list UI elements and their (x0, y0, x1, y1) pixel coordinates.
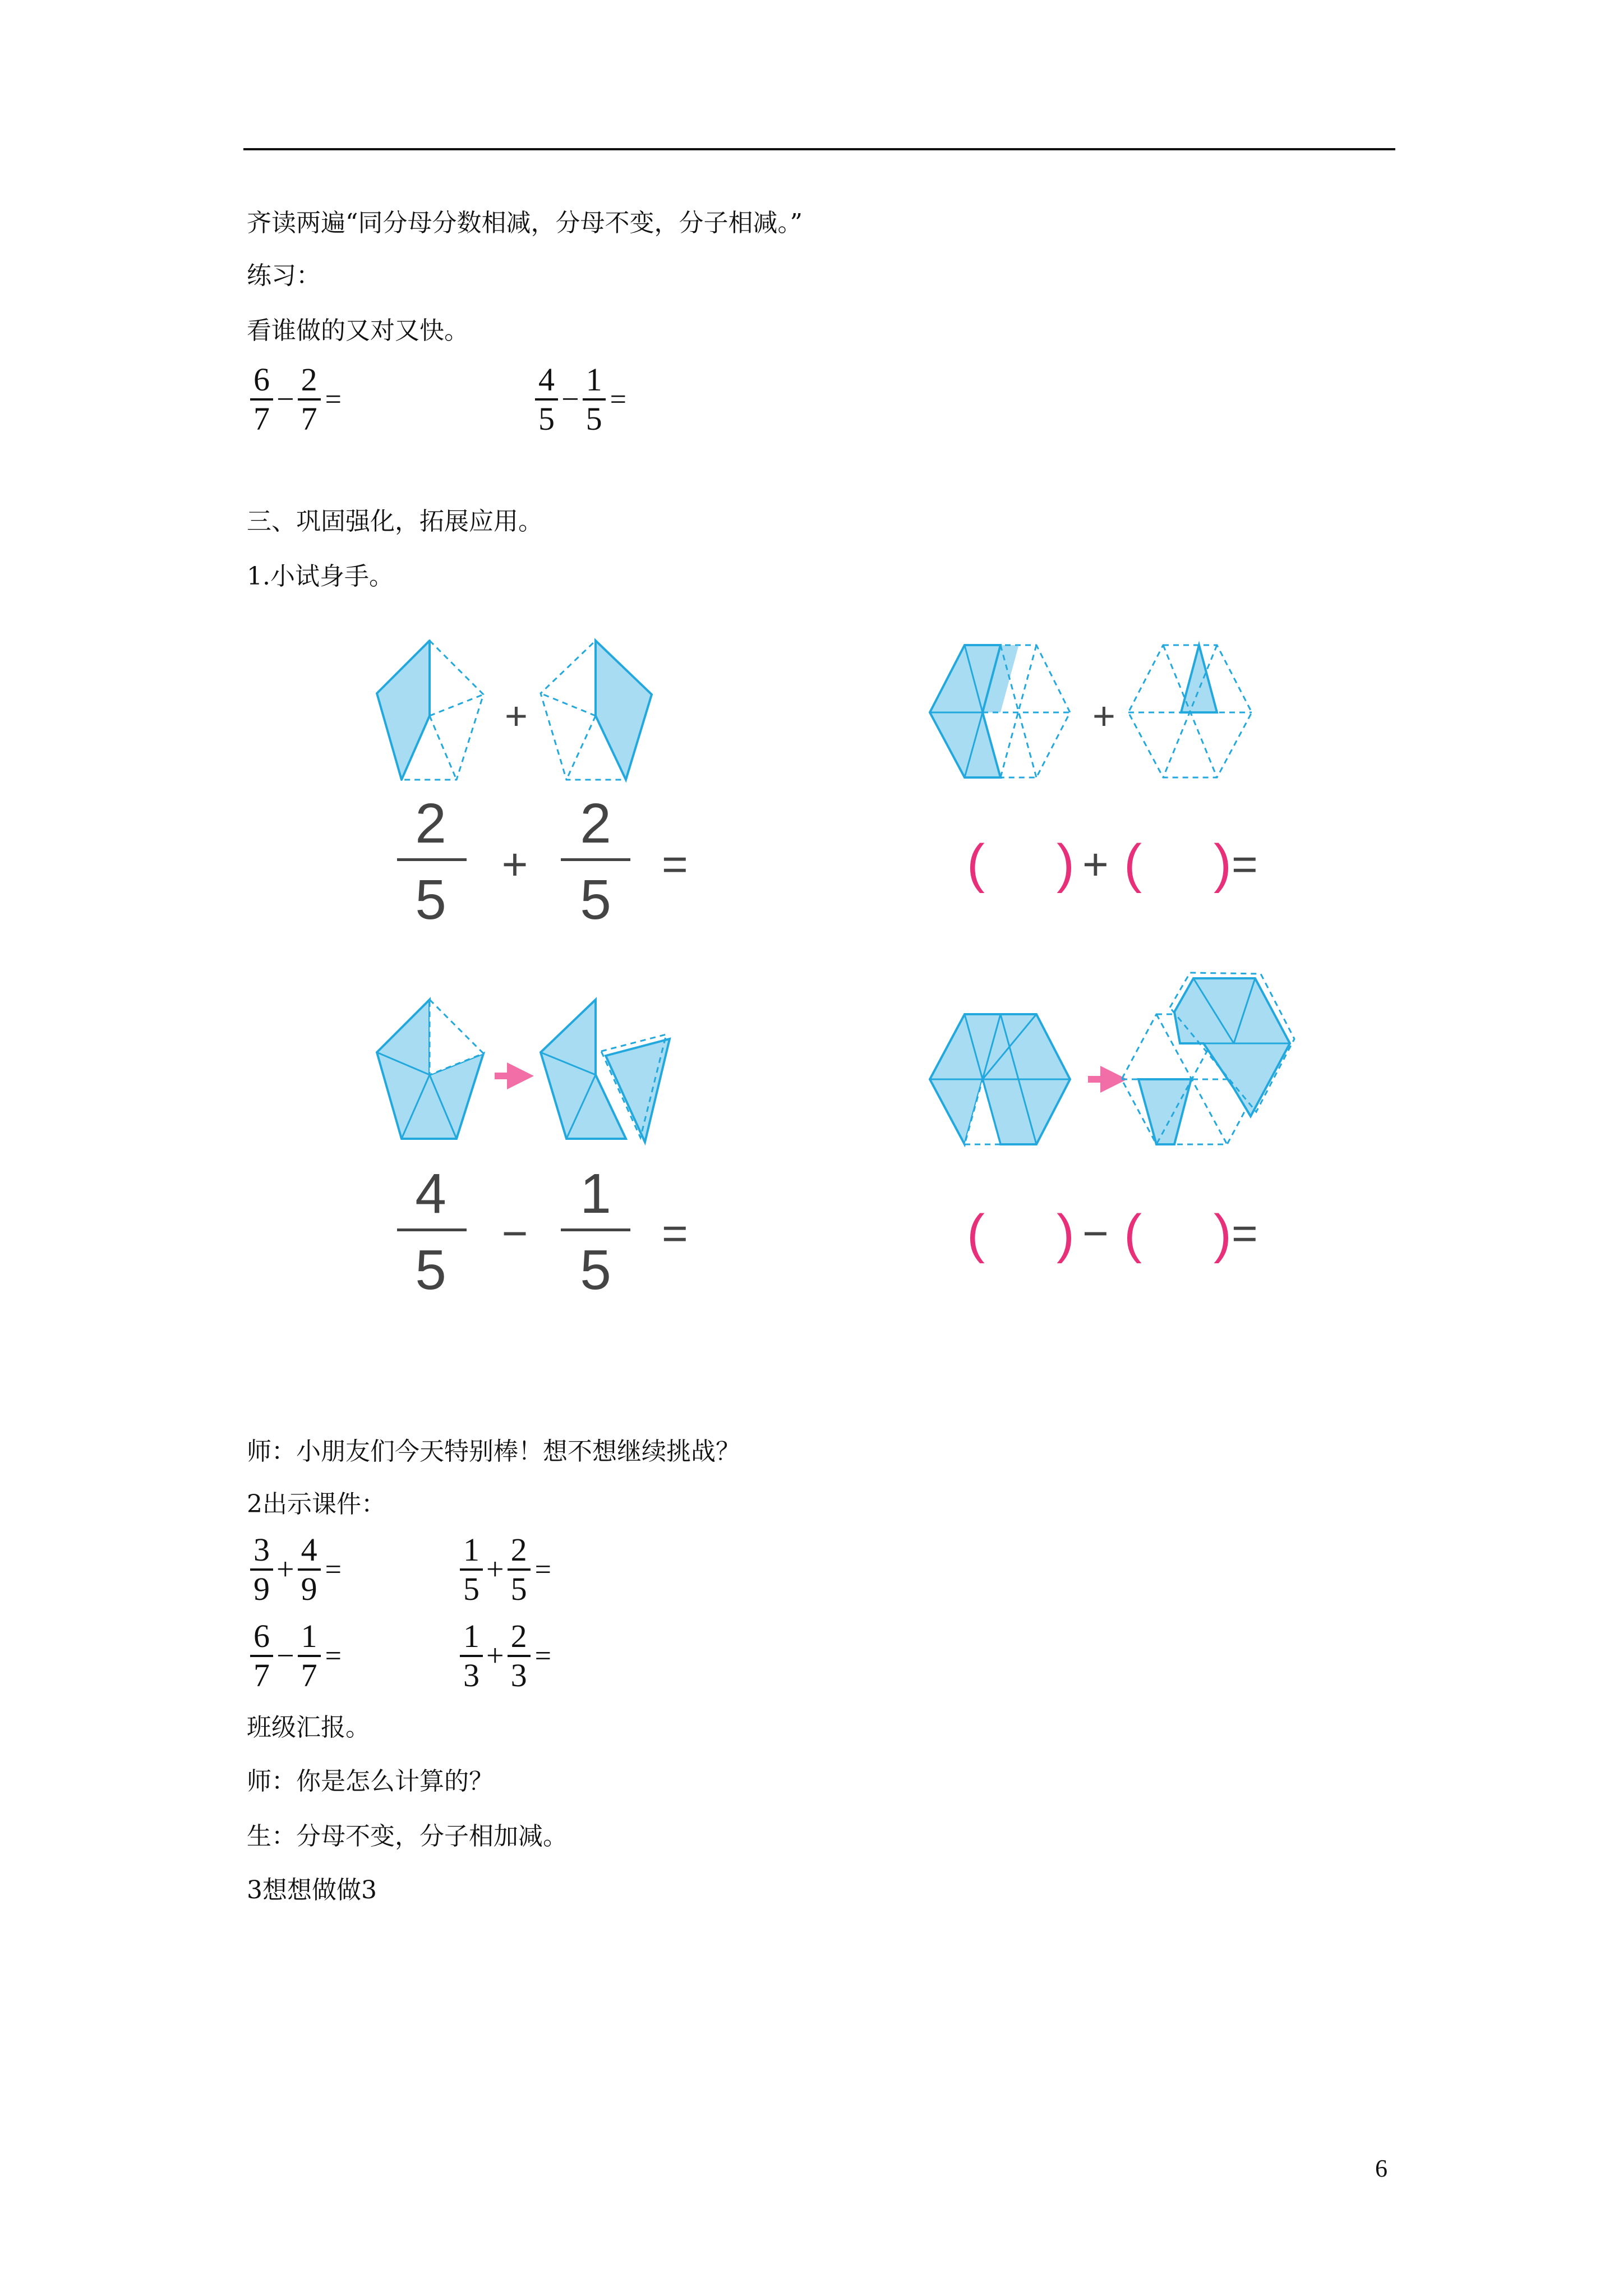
equation-top-left (397, 792, 688, 931)
fraction: $\frac{4}{5}$ (535, 361, 558, 438)
section-title: 三、巩固强化，拓展应用。 (247, 507, 543, 536)
text-item-3: 3想想做做3 (247, 1876, 377, 1904)
text-practice-label: 练习： (247, 261, 321, 290)
text-report: 班级汇报。 (247, 1713, 370, 1742)
left-paren: ( (967, 1204, 985, 1264)
student-line: 生：分母不变，分子相加减。 (247, 1822, 568, 1851)
plus-sign: + (505, 694, 528, 738)
fraction: $\frac{1}{3}$ (460, 1618, 483, 1694)
denominator: 5 (580, 868, 611, 931)
numerator: 2 (580, 792, 611, 855)
equation-bottom-right (967, 1204, 1258, 1264)
fraction: $\frac{1}{7}$ (298, 1618, 321, 1694)
fraction: $\frac{1}{5}$ (583, 361, 606, 438)
practice-expression-1: $\frac{6}{7}$ − $\frac{2}{7}$ = (250, 361, 342, 438)
left-paren: ( (967, 834, 985, 894)
pentagon-shape-right (541, 1000, 670, 1142)
hexagon-shape-right (1128, 645, 1252, 777)
operator: − (1082, 1208, 1109, 1258)
text-item-1: 1.小试身手。 (247, 562, 394, 591)
denominator: 5 (580, 1239, 611, 1301)
teacher-line-2: 师：你是怎么计算的？ (247, 1767, 494, 1796)
plus-sign: + (1092, 694, 1115, 738)
equals-sign: = (1232, 839, 1258, 889)
right-paren: ) (1214, 834, 1232, 894)
right-paren: ) (1057, 1204, 1075, 1264)
fraction: $\frac{1}{5}$ (460, 1531, 483, 1608)
exercise-expression-1: $\frac{3}{9}$ + $\frac{4}{9}$ = (250, 1531, 342, 1608)
right-paren: ) (1214, 1204, 1232, 1264)
pentagon-shape-right (541, 641, 652, 780)
practice-expression-2: $\frac{4}{5}$ − $\frac{1}{5}$ = (535, 361, 626, 438)
numerator: 2 (415, 792, 446, 855)
text-speed-prompt: 看谁做的又对又快。 (247, 316, 469, 345)
operator: − (501, 1208, 528, 1258)
exercise-expression-4: $\frac{1}{3}$ + $\frac{2}{3}$ = (460, 1618, 551, 1694)
exercise-expression-2: $\frac{1}{5}$ + $\frac{2}{5}$ = (460, 1531, 551, 1608)
hexagon-shape-left (930, 645, 1070, 777)
page-number: 6 (1375, 2155, 1387, 2182)
equation-bottom-left (397, 1162, 688, 1301)
operator: + (1082, 839, 1109, 889)
teacher-line-1: 师：小朋友们今天特别棒！想不想继续挑战？ (247, 1437, 740, 1466)
pentagon-shape-left (377, 1000, 483, 1139)
denominator: 5 (415, 868, 446, 931)
hexagon-shape-right (1122, 973, 1294, 1144)
pentagon-shape-left (377, 641, 483, 780)
equals-sign: = (1232, 1208, 1258, 1258)
fraction: $\frac{6}{7}$ (250, 361, 273, 438)
fraction: $\frac{2}{7}$ (298, 361, 321, 438)
fraction: $\frac{3}{9}$ (250, 1531, 273, 1608)
operator: + (501, 839, 528, 889)
fraction: $\frac{6}{7}$ (250, 1618, 273, 1694)
fraction: $\frac{4}{9}$ (298, 1531, 321, 1608)
exercise-expression-3: $\frac{6}{7}$ − $\frac{1}{7}$ = (250, 1618, 342, 1694)
text-line-1: 齐读两遍“同分母分数相减，分母不变，分子相减。” (247, 209, 803, 237)
equals-sign: = (662, 839, 688, 889)
right-paren: ) (1057, 834, 1075, 894)
numerator: 1 (580, 1162, 611, 1225)
denominator: 5 (415, 1239, 446, 1301)
equals-sign: = (662, 1208, 688, 1258)
hexagon-shape-left (930, 1014, 1070, 1144)
fraction: $\frac{2}{5}$ (508, 1531, 531, 1608)
left-paren: ( (1124, 1204, 1142, 1264)
numerator: 4 (415, 1162, 446, 1225)
left-paren: ( (1124, 834, 1142, 894)
fraction: $\frac{2}{3}$ (508, 1618, 531, 1694)
equation-top-right (967, 834, 1258, 894)
text-item-2: 2出示课件： (247, 1490, 386, 1519)
